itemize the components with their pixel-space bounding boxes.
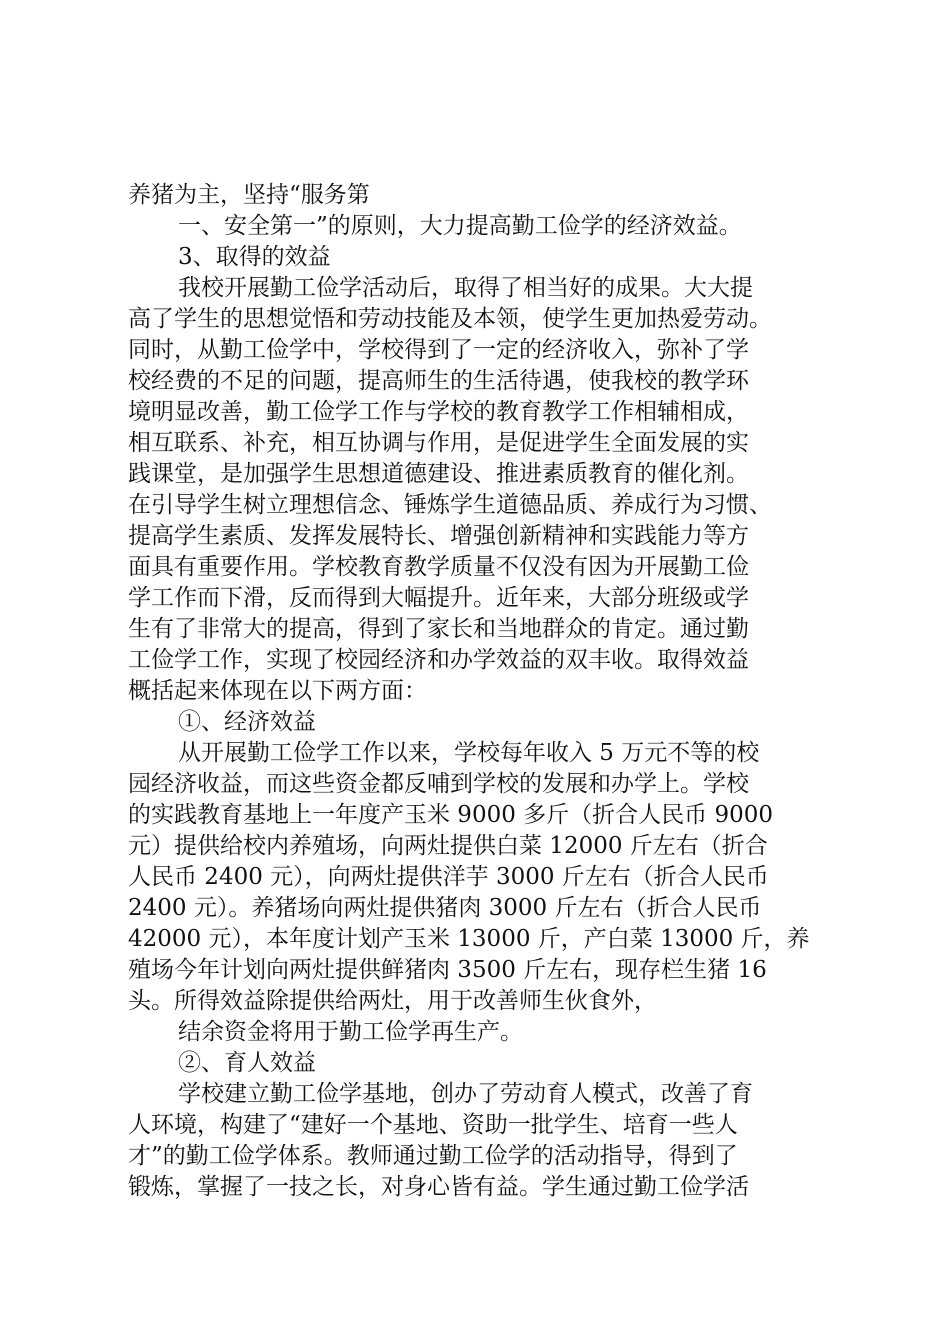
text-line: 的实践教育基地上一年度产玉米 9000 多斤（折合人民币 9000 bbox=[128, 802, 773, 828]
text-line: 锻炼，掌握了一技之长，对身心皆有益。学生通过勤工俭学活 bbox=[128, 1174, 749, 1200]
text-line: 从开展勤工俭学工作以来，学校每年收入 5 万元不等的校 bbox=[178, 740, 760, 766]
text-line: 人民币 2400 元），向两灶提供洋芋 3000 斤左右（折合人民币 bbox=[128, 864, 769, 890]
text-line: 我校开展勤工俭学活动后，取得了相当好的成果。大大提 bbox=[178, 275, 753, 301]
text-line: 养猪为主，坚持“服务第 bbox=[128, 182, 370, 208]
text-line: 同时，从勤工俭学中，学校得到了一定的经济收入，弥补了学 bbox=[128, 337, 749, 363]
text-line: 2400 元）。养猪场向两灶提供猪肉 3000 斤左右（折合人民币 bbox=[128, 895, 762, 921]
text-line: 一、安全第一”的原则，大力提高勤工俭学的经济效益。 bbox=[178, 213, 742, 239]
text-line: 生有了非常大的提高，得到了家长和当地群众的肯定。通过勤 bbox=[128, 616, 749, 642]
text-line: 践课堂，是加强学生思想道德建设、推进素质教育的催化剂。 bbox=[128, 461, 749, 487]
subsection-heading: ②、育人效益 bbox=[178, 1050, 316, 1076]
text-line: 工俭学工作，实现了校园经济和办学效益的双丰收。取得效益 bbox=[128, 647, 749, 673]
text-line: 学校建立勤工俭学基地，创办了劳动育人模式，改善了育 bbox=[178, 1081, 753, 1107]
text-line: 高了学生的思想觉悟和劳动技能及本领，使学生更加热爱劳动。 bbox=[128, 306, 772, 332]
text-line: 概括起来体现在以下两方面： bbox=[128, 678, 427, 704]
text-line: 42000 元），本年度计划产玉米 13000 斤，产白菜 13000 斤，养 bbox=[128, 926, 810, 952]
text-line: 境明显改善，勤工俭学工作与学校的教育教学工作相辅相成， bbox=[128, 399, 749, 425]
section-heading: 3、取得的效益 bbox=[178, 244, 331, 270]
text-line: 才”的勤工俭学体系。教师通过勤工俭学的活动指导，得到了 bbox=[128, 1143, 738, 1169]
text-line: 相互联系、补充，相互协调与作用，是促进学生全面发展的实 bbox=[128, 430, 749, 456]
text-line: 提高学生素质、发挥发展特长、增强创新精神和实践能力等方 bbox=[128, 523, 749, 549]
text-line: 结余资金将用于勤工俭学再生产。 bbox=[178, 1019, 523, 1045]
subsection-heading: ①、经济效益 bbox=[178, 709, 316, 735]
text-line: 殖场今年计划向两灶提供鲜猪肉 3500 斤左右，现存栏生猪 16 bbox=[128, 957, 767, 983]
text-line: 园经济收益，而这些资金都反哺到学校的发展和办学上。学校 bbox=[128, 771, 749, 797]
text-line: 元）提供给校内养殖场，向两灶提供白菜 12000 斤左右（折合 bbox=[128, 833, 768, 859]
text-line: 学工作而下滑，反而得到大幅提升。近年来，大部分班级或学 bbox=[128, 585, 749, 611]
text-line: 在引导学生树立理想信念、锤炼学生道德品质、养成行为习惯、 bbox=[128, 492, 772, 518]
text-line: 校经费的不足的问题，提高师生的生活待遇，使我校的教学环 bbox=[128, 368, 749, 394]
text-line: 人环境，构建了“建好一个基地、资助一批学生、培育一些人 bbox=[128, 1112, 738, 1138]
text-line: 面具有重要作用。学校教育教学质量不仅没有因为开展勤工俭 bbox=[128, 554, 749, 580]
text-line: 头。所得效益除提供给两灶，用于改善师生伙食外， bbox=[128, 988, 657, 1014]
